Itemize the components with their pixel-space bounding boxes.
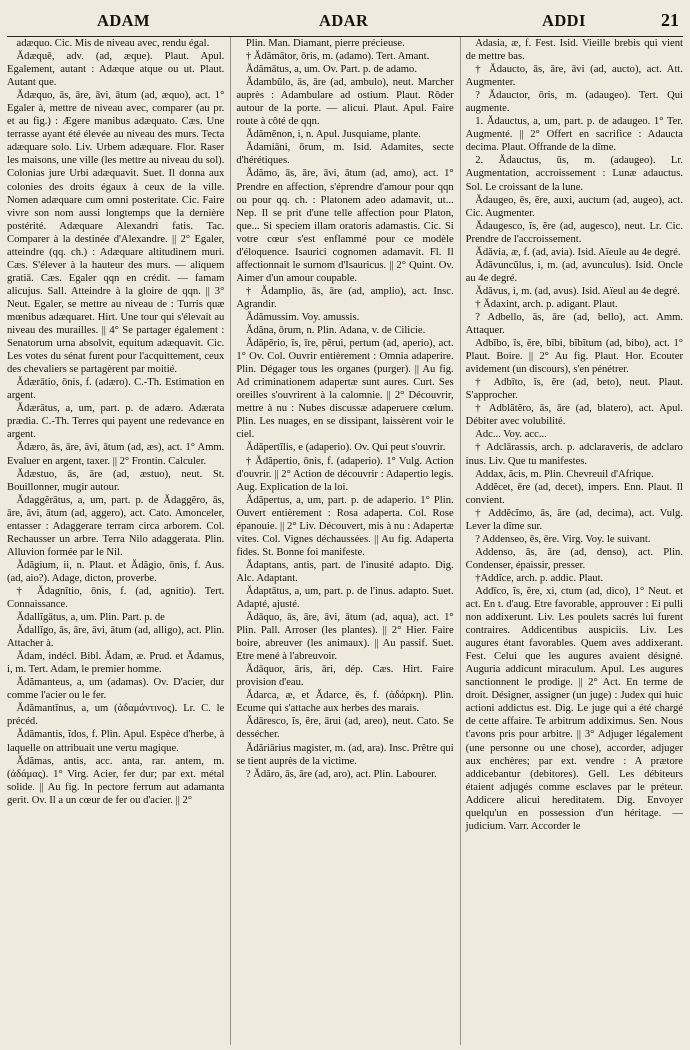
dictionary-entry: Ădæquē, adv. (ad, æque). Plaut. Apul. Egalement, autant : Adæque atque ou ut. Plaut. Autant que. (7, 51, 225, 89)
dictionary-entry: Ădămanteus, a, um (adamas). Ov. D'acier, dur comme l'acier ou le fer. (7, 677, 225, 702)
dictionary-entry: 1. Ădauctus, a, um, part. p. de adaugeo. 1° Ter. Augmenté. || 2° Offert en sacrifice : Adaucta decima. Plaut. Offrande de la dîme. (465, 116, 683, 154)
dictionary-entry: Adasia, æ, f. Fest. Isid. Vieille brebis qui vient de mettre bas. (465, 38, 683, 63)
center-guide-word: ADAR (319, 11, 369, 30)
dictionary-entry: Ădaptātus, a, um, part. p. de l'inus. adapto. Suet. Adapté, ajusté. (236, 585, 454, 611)
dictionary-entry: Ădambŭlo, ās, āre (ad, ambulo), neut. Marcher auprès : Adambulare ad ostium. Plaut. Rôder autour de la porte. — alicui. Plaut. Apul. Faire route à côté de qqn. (236, 77, 454, 128)
dictionary-entry: Ădăvuncŭlus, i, m. (ad, avunculus). Isid. Oncle au 4e degré. (465, 259, 683, 284)
dictionary-entry: Ădămo, ās, āre, āvi, ātum (ad, amo), act. 1° Prendre en affection, s'éprendre d'amour pour qqn ou pour qq. ch. : Platonem adeo adamavit, ut... Nep. Il se prit d'une telle affection pour Platon, que... Si speciem illam oratoris adamastis. Cic. Si votre cœur s'est enflammé pour ce modèle d'éloquence. Isaurici cognomen adamavit. Fl. Il affectionnait le surnom d'Isauricus. || 2° Quint. Ov. Aimer d'un amour coupable. (236, 168, 454, 284)
dictionary-entry: ? Adbello, ās, āre (ad, bello), act. Amm. Attaquer. (465, 311, 683, 337)
dictionary-entry: Ădăpertus, a, um, part. p. de adaperio. 1° Plin. Ouvert entièrement : Rosa adaperta. Col. Rose épanouie. || 2° Liv. Découvert, mis à nu : Adapertæ vites. Col. Vignes déchaussées. || Au fig. Adaperta fides. St. Bonne foi manifeste. (236, 494, 454, 558)
dictionary-entry: Plin. Man. Diamant, pierre précieuse. (245, 38, 405, 49)
dictionary-entry: Ădamiāni, ōrum, m. Isid. Adamites, secte d'hérétiques. (236, 142, 454, 167)
dictionary-entry: Ădaptans, antis, part. de l'inusité adapto. Dig. Alc. Adaptant. (236, 559, 454, 584)
column-right (460, 37, 683, 1045)
dictionary-entry: Ădaggĕrātus, a, um, part. p. de Ădaggĕro, ās, āre, āvi, ātum (ad, aggero), act. Cato. Amonceler, entasser : Adaggerare terram circa arborem. Col. Rechausser un arbre. Terra Nilo adaggerata. Plin. Alluvion formée par le Nil. (7, 494, 225, 558)
dictionary-entry: Ădallĭgo, ās, āre, āvi, ātum (ad, alligo), act. Plin. Attacher à. (7, 625, 225, 650)
dictionary-entry: Ădăgium, ii, n. Plaut. et Ădăgio, ōnis, f. Aus. (ad, aio?). Adage, dicton, proverbe. (7, 559, 225, 584)
dictionary-entry: † Ădagnĭtio, ōnis, f. (ad, agnitio). Tert. Connaissance. (7, 585, 225, 611)
page-number: 21 (661, 10, 679, 30)
dictionary-entry: † Ădamplio, ās, āre (ad, amplio), act. Insc. Agrandir. (236, 285, 454, 310)
dictionary-entry: Addĕcet, ēre (ad, decet), impers. Enn. Plaut. Il convient. (465, 481, 683, 506)
dictionary-entry: Ădaugeo, ēs, ēre, auxi, auctum (ad, augeo), act. Cic. Augmenter. (465, 194, 683, 219)
dictionary-entry: adæquo. Cic. Mis de niveau avec, rendu égal. (16, 38, 210, 49)
column-left (7, 37, 224, 1045)
dictionary-entry: Ădæstuo, ās, āre (ad, æstuo), neut. St. Bouillonner, mugir autour. (7, 468, 225, 493)
dictionary-entry: † Ădămātor, ōris, m. (adamo). Tert. Amant. (245, 51, 430, 63)
left-guide-word: ADAM (97, 11, 150, 30)
dictionary-entry: † Adclārassis, arch. p. adclaraveris, de adclaro inus. Liv. Que tu manifestes. (465, 442, 683, 467)
dictionary-entry: † Addĕcĭmo, ās, āre (ad, decima), act. Vulg. Lever la dîme sur. (465, 507, 683, 532)
dictionary-entry: Ădăpĕrio, ĭs, īre, pĕrui, pertum (ad, aperio), act. 1° Ov. Col. Ouvrir entièrement : Omnia adaperire. Plin. Dégager tous les organes (purger). || Au fig. Ad criminationem adapertæ sunt aures. Curt. Ses oreilles s'ouvrirent à la calomnie. || 2° Découvrir, mettre à nu : Nubes discussæ adaperuere cœlum. Plin. Les nuages, en se dissipant, laissèrent voir le ciel. (236, 338, 454, 441)
page-header (7, 8, 683, 37)
dictionary-entry: Adbĭbo, ĭs, ĕre, bĭbi, bĭbĭtum (ad, bibo), act. 1° Plaut. Boire. || 2° Au fig. Plaut. Hor. Ecouter avidement (un discours), s'en pénétrer. (465, 338, 683, 376)
dictionary-entry: Ădam, indécl. Bibl. Ădam, æ. Prud. et Ădamus, i, m. Tert. Adam, le premier homme. (7, 651, 225, 676)
dictionary-entry: Addīco, ĭs, ĕre, xi, ctum (ad, dico), 1° Neut. et act. En t. d'aug. Etre favorable, approuver : Ei pulli non addixerunt. Liv. Les poulets sacrés lui furent contraires. Addicentibus auspiciis. Liv. Les augures étant favorables. Quem aves addixerant. Fest. Celui que les augures avaient désigné. Auguria addicunt miraculum. Apul. Les augures sanctionnent le prodige. || 2° Act. En terme de droit. Désigner, assigner (un juge) : Judex qui huic actioni addictus est. Dig. Le juge qui a été chargé de cette affaire. Te arbitrum addiximus. Sen. Nous t'avons pris pour arbitre. || 3° Adjuger légalement (une personne ou une chose), accorder, adjuger aux enchères; par ext. vendre : A prætore addicebantur (debitores). Gell. Les débiteurs étaient adjugés comme esclaves par le préteur. Addicere alicui hereditatem. Dig. Envoyer quelqu'un en possession d'un héritage. — judicium. Varr. Accorder le (465, 585, 683, 832)
dictionary-entry: Ădāquo, ās, āre, āvi, ātum (ad, aqua), act. 1° Plin. Pall. Arroser (les plantes). || 2° Hier. Faire boire, abreuver (les animaux). || Au passif. Suet. Etre mené à l'abreuvoir. (236, 612, 454, 663)
dictionary-entry: Addenso, ās, āre (ad, denso), act. Plin. Condenser, épaissir, presser. (465, 546, 683, 571)
right-guide-word: ADDI (542, 11, 586, 30)
dictionary-entry: Ădămĕnon, i, n. Apul. Jusquiame, plante. (245, 129, 421, 141)
dictionary-entry: Ădāquor, āris, āri, dép. Cæs. Hirt. Faire provision d'eau. (236, 664, 454, 689)
dictionary-entry: † Adblătĕro, ās, āre (ad, blatero), act. Apul. Débiter avec volubilité. (465, 403, 683, 428)
dictionary-entry: † Ădaxint, arch. p. adigant. Plaut. (475, 298, 618, 310)
dictionary-entry: † Adbīto, ĭs, ĕre (ad, beto), neut. Plaut. S'approcher. (465, 377, 683, 402)
dictionary-entry: Ădămātus, a, um. Ov. Part. p. de adamo. (245, 64, 417, 76)
dictionary-entry: Ădămas, antis, acc. anta, rar. antem, m. (ἀδάμας). 1° Virg. Acier, fer dur; par ext. métal solide. || Au fig. In pectore ferrum aut adamanta gerit. Ov. Il a un cœur de fer ou d'acier. || 2° (7, 755, 225, 806)
dictionary-entry: Ădærātus, a, um, part. p. de adæro. Adærata prædia. C.-Th. Terres qui payent une redevance en argent. (7, 403, 225, 441)
dictionary-entry: 2. Ădauctus, ūs, m. (adaugeo). Lr. Augmentation, accroissement : Lunæ adauctus. Sol. Le croissant de la lune. (465, 155, 683, 193)
dictionary-entry: Ădăna, ōrum, n. Plin. Adana, v. de Cilicie. (245, 325, 426, 337)
dictionary-entry: Ădæro, ās, āre, āvi, ātum (ad, æs), act. 1° Amm. Evaluer en argent, taxer. || 2° Frontin. Calculer. (7, 442, 225, 467)
dictionary-entry: † Ădaucto, ās, āre, āvi (ad, aucto), act. Att. Augmenter. (465, 64, 683, 89)
dictionary-entry: Addax, ăcis, m. Plin. Chevreuil d'Afrique. (475, 468, 654, 480)
dictionary-columns (7, 37, 683, 1045)
dictionary-entry: Ădallĭgātus, a, um. Plin. Part. p. de (16, 612, 165, 624)
dictionary-entry: ? Ădauctor, ōris, m. (adaugeo). Tert. Qui augmente. (465, 90, 683, 115)
dictionary-entry: Ădāresco, ĭs, ĕre, ārui (ad, areo), neut. Cato. Se dessécher. (236, 716, 454, 741)
dictionary-entry: Ădămantis, ĭdos, f. Plin. Apul. Espèce d'herbe, à laquelle on attribuait une vertu magique. (7, 729, 225, 754)
dictionary-entry: Ădærātio, ōnis, f. (adæro). C.-Th. Estimation en argent. (7, 377, 225, 402)
dictionary-entry: Adc... Voy. acc... (475, 429, 547, 441)
dictionary-entry: † Ădăpertio, ōnis, f. (adaperio). 1° Vulg. Action d'ouvrir. || 2° Action de découvrir : Adapertio legis. Aug. Explication de la loi. (236, 455, 454, 493)
dictionary-entry: Ădăvus, i, m. (ad, avus). Isid. Aïeul au 4e degré. (475, 285, 680, 297)
dictionary-entry: Ădăriārius magister, m. (ad, ara). Insc. Prêtre qui se tient auprès de la victime. (236, 742, 454, 767)
dictionary-entry: Ădăpertĭlis, e (adaperio). Ov. Qui peut s'ouvrir. (245, 442, 446, 454)
dictionary-entry: †Addĭce, arch. p. addic. Plaut. (475, 572, 604, 584)
column-middle (230, 37, 453, 1045)
dictionary-entry: Ădămussim. Voy. amussis. (245, 311, 360, 323)
dictionary-entry: Ădăvia, æ, f. (ad, avia). Isid. Aïeule au 4e degré. (475, 246, 681, 258)
dictionary-entry: Ădarca, æ, et Ădarce, ēs, f. (ἀδάρκη). Plin. Ecume qui s'attache aux herbes des marais. (236, 690, 454, 715)
dictionary-entry: ? Addenseo, ēs, ēre. Virg. Voy. le suivant. (475, 533, 651, 545)
dictionary-entry: Ădămantĭnus, a, um (ἀδαμάντινος). Lr. C. le précéd. (7, 703, 225, 728)
dictionary-entry: ? Ădăro, ās, āre (ad, aro), act. Plin. Labourer. (245, 768, 437, 780)
dictionary-entry: Ădæquo, ās, āre, āvi, ātum (ad, æquo), act. 1° Egaler à, mettre de niveau avec, comparer (au pr. et au fig.) : Ægere manibus adæquato. Cæs. Une terrasse ayant été élevée au niveau des murs. Tecta adæquare solo. Liv. Urbem adæquare. Flor. Raser les maisons, une ville (les mettre au niveau du sol). Colonias jure Urbi adæquavit. Suet. Il donna aux colonies des droits égaux à ceux de la ville. Nomen adæquare cum omni posteritate. Cic. Faire vivre son nom aussi longtemps que la dernière postérité. Adæquare Alexandri fatis. Tac. Comparer à la destinée d'Alexandre. || 2° Egaler, atteindre (qq. ch.) : Adæquare altitudinem muri. Cæs. S'élever à la hauteur des murs. — aliquem gratiā. Cæs. Egaler qqn en crédit. — famam alicujus. Sall. Atteindre à la gloire de qqn. || 3° Neut. Egaler, se mettre au niveau de : Turris quæ mœnibus adæquaret. Hirt. Une tour qui s'élevait au niveau des murailles. || 4° Se partager également : Senatorum urna absolvit, equitum adæquavit. Cic. Les votes du sénat furent pour l'acquittement, ceux des chevaliers se partagèrent par moitié. (7, 90, 225, 376)
dictionary-entry: Ădaugesco, ĭs, ĕre (ad, augesco), neut. Lr. Cic. Prendre de l'accroissement. (465, 220, 683, 245)
